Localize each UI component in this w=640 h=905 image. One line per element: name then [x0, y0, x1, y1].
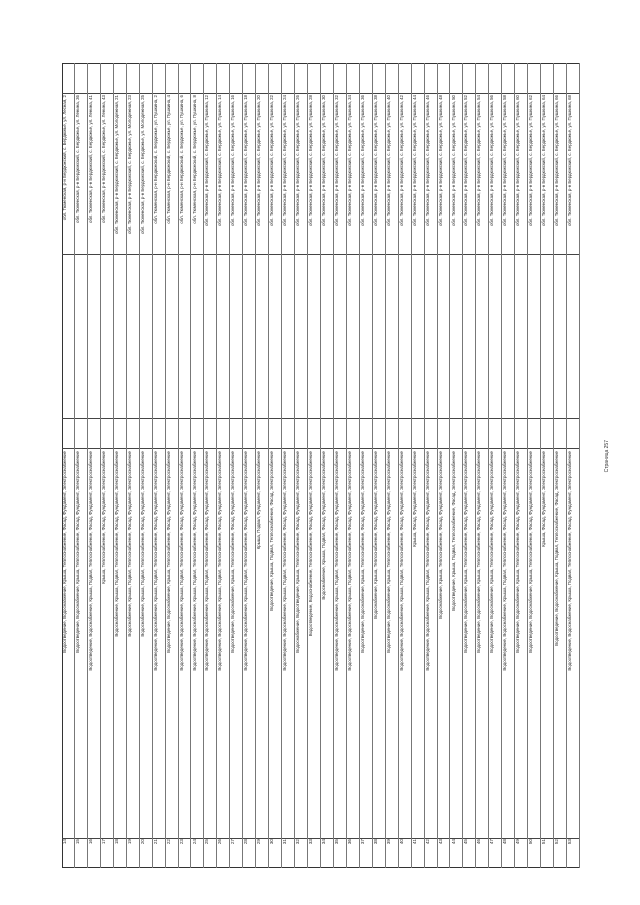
row-number-cell — [567, 839, 579, 867]
works-text-cell — [140, 451, 152, 837]
table-row — [256, 63, 269, 868]
works-text: Водоснабжение, Водоотведение, Крыша, Теплоснабжение, Фасад, Фундамент, Электроснабжение — [295, 451, 301, 653]
table-row — [476, 63, 489, 868]
works-text: Водоотведение, Водоснабжение, Крыша, Подвал, Теплоснабжение, Фасад, Фундамент, Электроснабжение — [424, 451, 430, 671]
row-number-cell — [62, 839, 74, 867]
row-number: 15 — [74, 839, 80, 845]
table-row — [243, 63, 256, 868]
works-text-cell — [438, 451, 450, 837]
works-text-cell — [554, 451, 566, 837]
row-number: 19 — [126, 839, 132, 845]
table-row — [166, 63, 179, 868]
address-text: обл. Тюменская, р-н Бердюжский, с. Бердюжье, ул. Пушкина, 54 — [476, 95, 482, 227]
works-text: Водоотведение, Водоснабжение, Крыша, Подвал, Теплоснабжение, Фасад, Электроснабжение — [554, 451, 560, 646]
address-text: обл. Тюменская, р-н Бердюжский, с. Бердюжье, ул. Пушкина, 68 — [567, 95, 573, 227]
works-text-cell — [541, 451, 553, 837]
table-row — [567, 63, 580, 868]
address-text: обл. Тюменская, р-н Бердюжский, с. Бердюжье, ул. Пушкина, 14 — [217, 95, 223, 227]
address-text: обл. Тюменская, р-н Бердюжский, с. Бердюжье, ул. Пушкина, 4 — [165, 95, 171, 224]
row-number: 35 — [333, 839, 339, 845]
row-number: 53 — [567, 839, 573, 845]
address-text: обл. Тюменская, р-н Бердюжский, с. Бердюжье, ул. Пушкина, 18 — [243, 95, 249, 227]
works-text-cell — [425, 451, 437, 837]
row-number-cell — [347, 839, 359, 867]
works-text-cell — [502, 451, 514, 837]
works-text-cell — [373, 451, 385, 837]
address-text: обл. Тюменская, р-н Бердюжский, с. Бердюжье, ул. Ленина, 36 — [74, 95, 80, 223]
row-number: 37 — [359, 839, 365, 845]
address-text-cell — [567, 95, 579, 255]
table-row — [127, 63, 140, 868]
address-text-cell — [127, 95, 139, 255]
works-text: Водоотведение, Водоснабжение, Крыша, Теплоснабжение, Фасад, Фундамент, Электроснабжение — [74, 451, 80, 653]
row-number-cell — [412, 839, 424, 867]
address-text-cell — [179, 95, 191, 255]
works-text: Водоотведение, Водоснабжение, Крыша, Теплоснабжение, Фасад, Фундамент, Электроснабжение — [489, 451, 495, 653]
address-text-cell — [114, 95, 126, 255]
address-text: обл. Тюменская, р-н Бердюжский, с. Бердюжье, ул. Пушкина, 50 — [450, 95, 456, 227]
works-text-cell — [360, 451, 372, 837]
works-text: Водоотведение, Водоснабжение, Теплоснабжение, Фасад, Фундамент, Электроснабжение — [308, 451, 314, 637]
row-number: 52 — [554, 839, 560, 845]
row-number-cell — [140, 839, 152, 867]
works-text-cell — [399, 451, 411, 837]
works-text-cell — [476, 451, 488, 837]
row-number-cell — [243, 839, 255, 867]
row-number: 36 — [346, 839, 352, 845]
row-number: 16 — [87, 839, 93, 845]
table-row — [541, 63, 554, 868]
address-text: обл. Тюменская, р-н Бердюжский, с. Бердюжье, ул. Пушкина, 60 — [515, 95, 521, 227]
table-row — [230, 63, 243, 868]
address-text-cell — [204, 95, 216, 255]
address-text-cell — [386, 95, 398, 255]
row-number: 26 — [217, 839, 223, 845]
address-text: обл. Тюменская, р-н Бердюжский, с. Бердюжье, ул. Пушкина, 40 — [385, 95, 391, 227]
works-text: Водоотведение, Водоснабжение, Крыша, Теплоснабжение, Фасад, Фундамент, Электроснабжение — [359, 451, 365, 653]
works-text-cell — [386, 451, 398, 837]
table-row — [528, 63, 541, 868]
table-row — [217, 63, 230, 868]
works-text: Крыша, Фасад, Фундамент, Электроснабжение — [541, 451, 547, 547]
row-number: 43 — [437, 839, 443, 845]
table-row — [451, 63, 464, 868]
row-number-cell — [153, 839, 165, 867]
table-row — [101, 63, 114, 868]
row-number-cell — [308, 839, 320, 867]
row-number-cell — [528, 839, 540, 867]
address-text-cell — [140, 95, 152, 255]
works-text: Водоотведение, Крыша, Подвал, Теплоснабжение, Фасад, Электроснабжение — [269, 451, 275, 611]
works-text: Водоотведение, Водоснабжение, Крыша, Подвал, Теплоснабжение, Фасад, Фундамент, Электроснабжение — [346, 451, 352, 671]
row-number: 28 — [243, 839, 249, 845]
table-row — [321, 63, 334, 868]
row-number: 23 — [178, 839, 184, 845]
table-row — [192, 63, 205, 868]
works-text: Водоснабжение, Крыша, Теплоснабжение, Фасад, Фундамент, Электроснабжение — [437, 451, 443, 619]
row-number-cell — [334, 839, 346, 867]
address-text-cell — [230, 95, 242, 255]
table-row — [204, 63, 217, 868]
works-text-cell — [114, 451, 126, 837]
address-text: обл. Тюменская, р-н Бердюжский, с. Бердюжье, ул. Пушкина, 2 — [152, 95, 158, 224]
table-row — [308, 63, 321, 868]
row-number: 45 — [463, 839, 469, 845]
works-text: Водоотведение, Водоснабжение, Крыша, Теплоснабжение, Фасад, Фундамент, Электроснабжение — [165, 451, 171, 653]
address-text: обл. Тюменская, р-н Бердюжский, с. Бердюжье, ул. Пушкина, 12 — [204, 95, 210, 227]
address-text: обл. Тюменская, р-н Бердюжский, с. Бердюжье, ул. Пушкина, 24 — [282, 95, 288, 227]
row-number: 29 — [256, 839, 262, 845]
row-number: 32 — [295, 839, 301, 845]
works-text: Водоснабжение, Крыша, Подвал, Теплоснабжение, Фасад, Фундамент, Электроснабжение — [139, 451, 145, 637]
address-text-cell — [425, 95, 437, 255]
address-text: обл. Тюменская, р-н Бердюжский, с. Бердюжье, ул. Пушкина, 52 — [463, 95, 469, 227]
address-text-cell — [554, 95, 566, 255]
address-text: обл. Тюменская, р-н Бердюжский, с. Бердюжье, ул. Молодежная, 25 — [139, 95, 145, 235]
address-text-cell — [334, 95, 346, 255]
works-text: Водоотведение, Водоснабжение, Крыша, Теплоснабжение, Фасад, Фундамент, Электроснабжение — [515, 451, 521, 653]
works-text: Водоснабжение, Крыша, Подвал, Теплоснабжение, Фасад, Фундамент, Электроснабжение — [113, 451, 119, 637]
works-text-cell — [75, 451, 87, 837]
address-text: обл. Тюменская, р-н Бердюжский, с. Бердюжье, ул. Ленина, 43 — [100, 95, 106, 223]
works-text: Водоотведение, Водоснабжение, Крыша, Теплоснабжение, Фасад, Фундамент, Электроснабжение — [62, 451, 67, 653]
address-text: обл. Тюменская, р-н Бердюжский, с. Бердюжье, ул. Пушкина, 48 — [437, 95, 443, 227]
works-text: Водоотведение, Водоснабжение, Крыша, Подвал, Теплоснабжение, Фасад, Фундамент, Электроснабжение — [204, 451, 210, 671]
address-text: обл. Тюменская, р-н Бердюжский, с. Бердюжье, ул. Пушкина, 66 — [554, 95, 560, 227]
table-row — [386, 63, 399, 868]
row-number-cell — [515, 839, 527, 867]
works-text: Водоотведение, Водоснабжение, Крыша, Подвал, Теплоснабжение, Фасад, Фундамент, Электроснабжение — [243, 451, 249, 671]
row-number: 46 — [476, 839, 482, 845]
row-number-cell — [204, 839, 216, 867]
address-text: обл. Тюменская, р-н Бердюжский, с. Бердюжье, ул. Ленина, 41 — [87, 95, 93, 223]
row-number-cell — [101, 839, 113, 867]
works-text: Водоснабжение, Крыша, Теплоснабжение, Фасад, Фундамент, Электроснабжение — [372, 451, 378, 619]
row-number: 27 — [230, 839, 236, 845]
row-number: 17 — [100, 839, 106, 845]
address-text-cell — [295, 95, 307, 255]
works-text-cell — [567, 451, 579, 837]
address-text-cell — [256, 95, 268, 255]
row-number: 14 — [62, 839, 67, 845]
address-text: обл. Тюменская, р-н Бердюжский, с. Бердюжье, ул. Пушкина, 46 — [424, 95, 430, 227]
works-text-cell — [101, 451, 113, 837]
works-text-cell — [127, 451, 139, 837]
row-number-cell — [321, 839, 333, 867]
table-row — [412, 63, 425, 868]
address-text-cell — [192, 95, 204, 255]
address-text-cell — [489, 95, 501, 255]
address-text-cell — [75, 95, 87, 255]
row-number: 48 — [502, 839, 508, 845]
row-number-cell — [425, 839, 437, 867]
address-text-cell — [438, 95, 450, 255]
address-text: обл. Тюменская, р-н Бердюжский, с. Бердюжье, ул. Пушкина, 34 — [346, 95, 352, 227]
works-text: Водоотведение, Водоснабжение, Крыша, Подвал, Теплоснабжение, Фасад, Фундамент, Электроснабжение — [282, 451, 288, 671]
works-text: Водоотведение, Водоснабжение, Крыша, Подвал, Теплоснабжение, Фасад, Фундамент, Электроснабжение — [502, 451, 508, 671]
address-text: обл. Тюменская, р-н Бердюжский, с. Бердюжье, ул. Молодежная, 23 — [126, 95, 132, 235]
works-text: Водоотведение, Водоснабжение, Крыша, Подвал, Теплоснабжение, Фасад, Фундамент, Электроснабжение — [178, 451, 184, 671]
works-text: Водоснабжение, Крыша, Подвал, Фасад, Фундамент, Электроснабжение — [321, 451, 326, 600]
table-row — [554, 63, 567, 868]
row-number-cell — [127, 839, 139, 867]
table-row — [334, 63, 347, 868]
table-row — [347, 63, 360, 868]
address-text-cell — [399, 95, 411, 255]
works-text: Водоотведение, Водоснабжение, Крыша, Теплоснабжение, Фасад, Фундамент, Электроснабжение — [476, 451, 482, 653]
table-row — [153, 63, 166, 868]
row-number: 49 — [515, 839, 521, 845]
address-text: обл. Тюменская, р-н Бердюжский, с. Бердюжье, ул. Молодежная, 21 — [113, 95, 119, 235]
table-row — [75, 63, 88, 868]
address-text: обл. Тюменская, р-н Бердюжский, с. Бердюжье, ул. Пушкина, 28 — [308, 95, 314, 227]
row-number: 22 — [165, 839, 171, 845]
address-text: обл. Тюменская, р-н Бердюжский, с. Бердюжье, ул. Пушкина, 6 — [178, 95, 184, 224]
table-row — [140, 63, 153, 868]
works-text: Водоотведение, Водоснабжение, Крыша, Подвал, Теплоснабжение, Фасад, Фундамент, Электроснабжение — [217, 451, 223, 671]
works-text-cell — [88, 451, 100, 837]
works-text-cell — [204, 451, 216, 837]
address-text-cell — [528, 95, 540, 255]
table-row — [515, 63, 528, 868]
works-text: Водоотведение, Водоснабжение, Крыша, Подвал, Теплоснабжение, Фасад, Фундамент, Электроснабжение — [398, 451, 404, 671]
works-text-cell — [347, 451, 359, 837]
works-text: Крыша, Фасад, Фундамент, Электроснабжение — [411, 451, 417, 547]
row-number: 34 — [321, 839, 326, 845]
row-number: 38 — [372, 839, 378, 845]
table-row — [269, 63, 282, 868]
row-number-cell — [256, 839, 268, 867]
row-number-cell — [114, 839, 126, 867]
works-text: Водоотведение, Водоснабжение, Крыша, Теплоснабжение, Фасад, Фундамент, Электроснабжение — [463, 451, 469, 653]
works-text-cell — [230, 451, 242, 837]
row-number: 39 — [385, 839, 391, 845]
address-text-cell — [373, 95, 385, 255]
works-text: Водоотведение, Водоснабжение, Крыша, Подвал, Теплоснабжение, Фасад, Фундамент, Электроснабжение — [333, 451, 339, 671]
address-text: обл. Тюменская, р-н Бердюжский, с. Бердюжье, ул. Пушкина, 36 — [359, 95, 365, 227]
table-row — [360, 63, 373, 868]
address-text: обл. Тюменская, р-н Бердюжский, с. Бердюжье, ул. Пушкина, 20 — [256, 95, 262, 227]
row-number-cell — [451, 839, 463, 867]
address-text-cell — [269, 95, 281, 255]
row-number: 25 — [204, 839, 210, 845]
address-text: обл. Тюменская, р-н Бердюжский, с. Бердюжье, ул. Лесная, 2 — [62, 95, 67, 221]
row-number: 33 — [308, 839, 314, 845]
address-text: обл. Тюменская, р-н Бердюжский, с. Бердюжье, ул. Пушкина, 44 — [411, 95, 417, 227]
table-row — [463, 63, 476, 868]
row-number-cell — [88, 839, 100, 867]
row-number: 31 — [282, 839, 288, 845]
address-text-cell — [412, 95, 424, 255]
address-text: обл. Тюменская, р-н Бердюжский, с. Бердюжье, ул. Пушкина, 32 — [333, 95, 339, 227]
address-text-cell — [282, 95, 294, 255]
row-number-cell — [489, 839, 501, 867]
address-text-cell — [451, 95, 463, 255]
address-text-cell — [321, 95, 333, 255]
row-number: 44 — [450, 839, 456, 845]
address-text-cell — [101, 95, 113, 255]
row-number-cell — [386, 839, 398, 867]
table-row — [502, 63, 515, 868]
works-text-cell — [515, 451, 527, 837]
works-text-cell — [269, 451, 281, 837]
row-number-cell — [217, 839, 229, 867]
address-text: обл. Тюменская, р-н Бердюжский, с. Бердюжье, ул. Пушкина, 58 — [502, 95, 508, 227]
address-text-cell — [463, 95, 475, 255]
works-text-cell — [308, 451, 320, 837]
table-row — [179, 63, 192, 868]
row-number: 47 — [489, 839, 495, 845]
row-number-cell — [75, 839, 87, 867]
row-number-cell — [360, 839, 372, 867]
address-text-cell — [88, 95, 100, 255]
row-number: 24 — [191, 839, 197, 845]
row-number: 51 — [541, 839, 547, 845]
table-row — [399, 63, 412, 868]
address-text: обл. Тюменская, р-н Бердюжский, с. Бердюжье, ул. Пушкина, 38 — [372, 95, 378, 227]
table-row — [62, 63, 75, 868]
row-number: 42 — [424, 839, 430, 845]
address-text: обл. Тюменская, р-н Бердюжский, с. Бердюжье, ул. Пушкина, 42 — [398, 95, 404, 227]
works-text-cell — [451, 451, 463, 837]
address-text-cell — [347, 95, 359, 255]
row-number-cell — [295, 839, 307, 867]
row-number: 18 — [113, 839, 119, 845]
row-number: 30 — [269, 839, 275, 845]
works-text-cell — [321, 451, 333, 837]
works-text-cell — [412, 451, 424, 837]
row-number-cell — [438, 839, 450, 867]
works-text: Водоотведение, Водоснабжение, Крыша, Подвал, Теплоснабжение, Фасад, Фундамент, Электроснабжение — [191, 451, 197, 671]
table-row — [373, 63, 386, 868]
row-number-cell — [476, 839, 488, 867]
row-number-cell — [230, 839, 242, 867]
row-number-cell — [502, 839, 514, 867]
address-text: обл. Тюменская, р-н Бердюжский, с. Бердюжье, ул. Пушкина, 22 — [269, 95, 275, 227]
address-text-cell — [217, 95, 229, 255]
row-number-cell — [282, 839, 294, 867]
address-text-cell — [541, 95, 553, 255]
works-text-cell — [179, 451, 191, 837]
row-number-cell — [192, 839, 204, 867]
works-text: Водоотведение, Водоснабжение, Крыша, Подвал, Теплоснабжение, Фасад, Фундамент, Электроснабжение — [152, 451, 158, 671]
address-text-cell — [243, 95, 255, 255]
works-text-cell — [256, 451, 268, 837]
table-row — [438, 63, 451, 868]
address-text: обл. Тюменская, р-н Бердюжский, с. Бердюжье, ул. Пушкина, 26 — [295, 95, 301, 227]
address-text: обл. Тюменская, р-н Бердюжский, с. Бердюжье, ул. Пушкина, 16 — [230, 95, 236, 227]
works-text-cell — [192, 451, 204, 837]
table-row — [114, 63, 127, 868]
row-number: 20 — [139, 839, 145, 845]
works-text-cell — [334, 451, 346, 837]
works-text-cell — [528, 451, 540, 837]
row-number-cell — [269, 839, 281, 867]
table-row — [282, 63, 295, 868]
row-number-cell — [554, 839, 566, 867]
works-text: Водоотведение, Водоснабжение, Крыша, Теплоснабжение, Фасад, Фундамент, Электроснабжение — [385, 451, 391, 653]
address-text-cell — [502, 95, 514, 255]
row-number: 21 — [152, 839, 158, 845]
works-text-cell — [166, 451, 178, 837]
address-text-cell — [166, 95, 178, 255]
table-row — [295, 63, 308, 868]
table-row — [88, 63, 101, 868]
works-text: Водоснабжение, Крыша, Подвал, Теплоснабжение, Фасад, Фундамент, Электроснабжение — [126, 451, 132, 637]
row-number-cell — [166, 839, 178, 867]
works-text-cell — [62, 451, 74, 837]
address-text-cell — [476, 95, 488, 255]
address-text: обл. Тюменская, р-н Бердюжский, с. Бердюжье, ул. Пушкина, 62 — [528, 95, 534, 227]
address-text: обл. Тюменская, р-н Бердюжский, с. Бердюжье, ул. Пушкина, 30 — [321, 95, 326, 227]
table-row — [489, 63, 502, 868]
works-text-cell — [463, 451, 475, 837]
row-number-cell — [541, 839, 553, 867]
works-text-cell — [217, 451, 229, 837]
works-text-cell — [489, 451, 501, 837]
address-text-cell — [515, 95, 527, 255]
works-text: Водоотведение, Водоснабжение, Крыша, Теплоснабжение, Фасад, Фундамент, Электроснабжение — [230, 451, 236, 653]
address-text: обл. Тюменская, р-н Бердюжский, с. Бердюжье, ул. Пушкина, 56 — [489, 95, 495, 227]
page-number: Страница 257 — [604, 440, 610, 473]
row-number-cell — [399, 839, 411, 867]
works-text: Крыша, Теплоснабжение, Фасад, Фундамент, Электроснабжение — [100, 451, 106, 584]
row-number-cell — [373, 839, 385, 867]
row-number-cell — [179, 839, 191, 867]
works-text: Водоотведение, Крыша, Подвал, Теплоснабжение, Фасад, Электроснабжение — [450, 451, 456, 611]
row-number: 50 — [528, 839, 534, 845]
works-text: Водоотведение, Водоснабжение, Крыша, Теплоснабжение, Фасад, Фундамент, Электроснабжение — [528, 451, 534, 653]
works-text: Водоотведение, Водоснабжение, Крыша, Подвал, Теплоснабжение, Фасад, Фундамент, Электроснабжение — [567, 451, 573, 671]
row-number: 40 — [398, 839, 404, 845]
works-text-cell — [295, 451, 307, 837]
address-text-cell — [62, 95, 74, 255]
row-number-cell — [463, 839, 475, 867]
address-text: обл. Тюменская, р-н Бердюжский, с. Бердюжье, ул. Пушкина, 8 — [191, 95, 197, 224]
address-text-cell — [153, 95, 165, 255]
works-text-cell — [153, 451, 165, 837]
works-text: Водоотведение, Водоснабжение, Крыша, Подвал, Теплоснабжение, Фасад, Фундамент, Электроснабжение — [87, 451, 93, 671]
works-text-cell — [243, 451, 255, 837]
works-text-cell — [282, 451, 294, 837]
row-number: 41 — [411, 839, 417, 845]
address-text-cell — [360, 95, 372, 255]
address-text-cell — [308, 95, 320, 255]
table-row — [425, 63, 438, 868]
address-text: обл. Тюменская, р-н Бердюжский, с. Бердюжье, ул. Пушкина, 64 — [541, 95, 547, 227]
works-text: Крыша, Подвал, Фундамент, Электроснабжение — [256, 451, 262, 550]
